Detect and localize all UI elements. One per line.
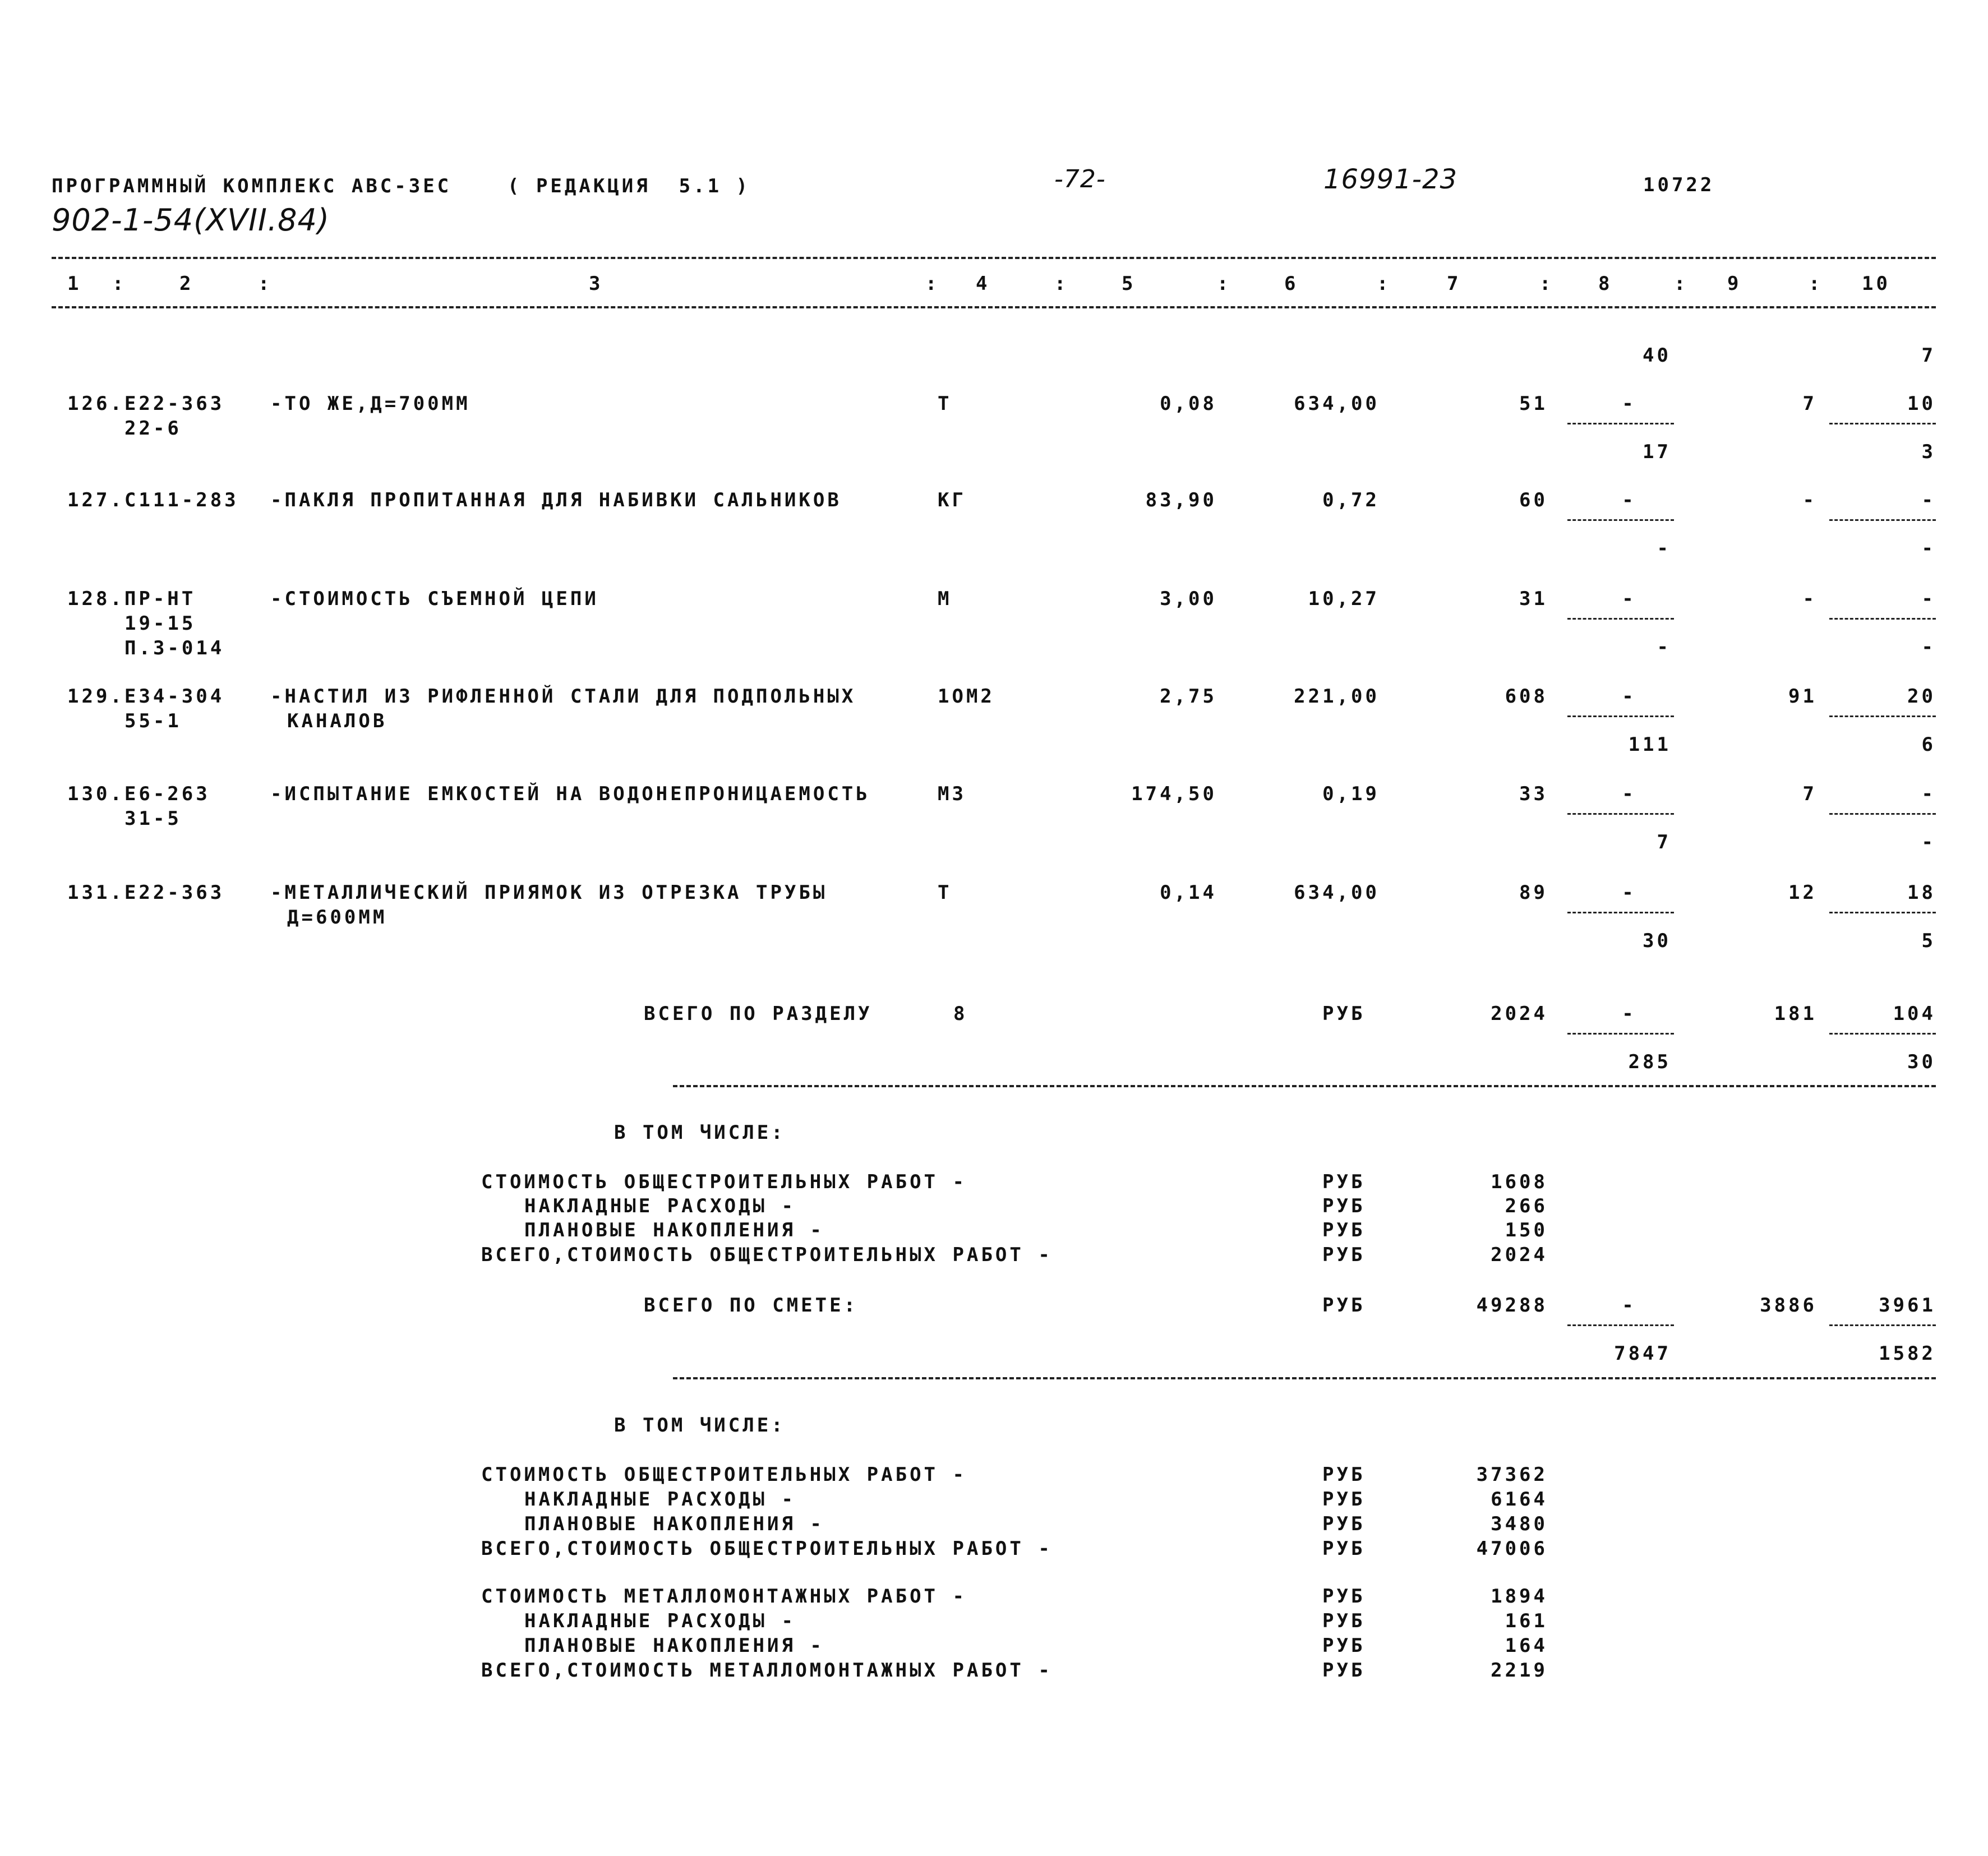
column-separator: : <box>925 273 940 295</box>
column-number: 8 <box>1598 273 1613 295</box>
item-code: П.3-014 <box>124 637 225 659</box>
item-unit: М <box>938 588 952 610</box>
breakdown-value: 2024 <box>1491 1244 1548 1266</box>
col8-divider <box>1567 618 1674 620</box>
breakdown-value: 1894 <box>1491 1585 1548 1608</box>
breakdown-label: НАКЛАДНЫЕ РАСХОДЫ - <box>524 1610 796 1632</box>
estimate-breakdown-heading: В ТОМ ЧИСЛЕ: <box>614 1414 786 1437</box>
breakdown-value: 3480 <box>1491 1513 1548 1535</box>
item-quantity: 83,90 <box>1145 489 1217 511</box>
item-quantity: 174,50 <box>1131 783 1217 805</box>
item-description: Д=600ММ <box>287 906 388 929</box>
item-code: 130.Е6-263 <box>67 783 210 805</box>
column-number: 3 <box>589 273 603 295</box>
edition-label: ( РЕДАКЦИЯ 5.1 ) <box>508 175 750 197</box>
col8-bottom-value: 111 <box>1628 733 1671 756</box>
col8-bottom-value: 30 <box>1643 930 1671 952</box>
breakdown-label: НАКЛАДНЫЕ РАСХОДЫ - <box>524 1488 796 1511</box>
item-unit: Т <box>938 881 952 904</box>
breakdown-value: 161 <box>1505 1610 1548 1632</box>
col10-top-value: - <box>1921 783 1936 805</box>
estimate-total-rule <box>673 1377 1936 1379</box>
section-total-number: 8 <box>953 1003 968 1025</box>
section-total-rule <box>673 1085 1936 1087</box>
breakdown-label: ВСЕГО,СТОИМОСТЬ ОБЩЕСТРОИТЕЛЬНЫХ РАБОТ - <box>481 1538 1053 1560</box>
column-number: 2 <box>179 273 194 295</box>
breakdown-label: СТОИМОСТЬ ОБЩЕСТРОИТЕЛЬНЫХ РАБОТ - <box>481 1463 967 1486</box>
col8-top-value: - <box>1622 1003 1636 1025</box>
section-total-label: ВСЕГО ПО РАЗДЕЛУ <box>644 1003 873 1025</box>
section-total-value: 2024 <box>1491 1003 1548 1025</box>
col9-value: 181 <box>1774 1003 1817 1025</box>
item-price: 634,00 <box>1294 881 1380 904</box>
item-code: 31-5 <box>124 807 182 830</box>
breakdown-unit: РУБ <box>1322 1244 1366 1266</box>
column-separator: : <box>1054 273 1069 295</box>
breakdown-label: НАКЛАДНЫЕ РАСХОДЫ - <box>524 1195 796 1217</box>
col10-bottom-value: 3 <box>1921 441 1936 463</box>
item-total: 89 <box>1519 881 1548 904</box>
item-description: -МЕТАЛЛИЧЕСКИЙ ПРИЯМОК ИЗ ОТРЕЗКА ТРУБЫ <box>270 881 828 904</box>
col10-divider <box>1829 813 1936 815</box>
breakdown-value: 37362 <box>1476 1463 1548 1486</box>
item-total: 51 <box>1519 393 1548 415</box>
item-description: -НАСТИЛ ИЗ РИФЛЕННОЙ СТАЛИ ДЛЯ ПОДПОЛЬНЫХ <box>270 685 856 708</box>
col9-value: 7 <box>1802 783 1817 805</box>
estimate-total-value: 49288 <box>1476 1294 1548 1317</box>
col10-divider <box>1829 519 1936 521</box>
col8-divider <box>1567 715 1674 717</box>
item-unit: 1ОМ2 <box>938 685 995 708</box>
breakdown-unit: РУБ <box>1322 1171 1366 1193</box>
col10-bottom-value: - <box>1921 831 1936 853</box>
item-description: -ПАКЛЯ ПРОПИТАННАЯ ДЛЯ НАБИВКИ САЛЬНИКОВ <box>270 489 842 511</box>
item-quantity: 3,00 <box>1160 588 1217 610</box>
col8-top-value: - <box>1622 881 1636 904</box>
breakdown-unit: РУБ <box>1322 1538 1366 1560</box>
document-number: 16991-23 <box>1323 164 1458 195</box>
column-number: 10 <box>1862 273 1890 295</box>
item-description: -ТО ЖЕ,Д=700ММ <box>270 393 471 415</box>
col10-divider <box>1829 715 1936 717</box>
col8-divider <box>1567 519 1674 521</box>
col8-bottom-value: - <box>1657 537 1671 560</box>
col8-bottom-value: 7847 <box>1614 1342 1671 1365</box>
col10-divider <box>1829 618 1936 620</box>
column-number: 5 <box>1122 273 1136 295</box>
col9-value: 91 <box>1788 685 1817 708</box>
section-total-unit: РУБ <box>1322 1003 1366 1025</box>
col9-value: 7 <box>1802 393 1817 415</box>
item-total: 31 <box>1519 588 1548 610</box>
item-code: 128.ПР-НТ <box>67 588 196 610</box>
item-code: 127.С111-283 <box>67 489 239 511</box>
item-unit: КГ <box>938 489 966 511</box>
breakdown-value: 2219 <box>1491 1659 1548 1682</box>
estimate-total-label: ВСЕГО ПО СМЕТЕ: <box>644 1294 859 1317</box>
col8-bottom-value: - <box>1657 636 1671 658</box>
col8-divider <box>1567 912 1674 913</box>
col10-bottom-value: - <box>1921 537 1936 560</box>
item-description: КАНАЛОВ <box>287 710 388 732</box>
item-total: 60 <box>1519 489 1548 511</box>
column-number: 6 <box>1284 273 1299 295</box>
item-code: 22-6 <box>124 417 182 440</box>
col10-top-value: 3961 <box>1879 1294 1936 1317</box>
carry-col10: 7 <box>1921 344 1936 367</box>
column-number: 1 <box>67 273 82 295</box>
item-code: 129.Е34-304 <box>67 685 225 708</box>
column-separator: : <box>1217 273 1231 295</box>
section-breakdown-heading: В ТОМ ЧИСЛЕ: <box>614 1121 786 1144</box>
breakdown-label: СТОИМОСТЬ МЕТАЛЛОМОНТАЖНЫХ РАБОТ - <box>481 1585 967 1608</box>
col8-divider <box>1567 1033 1674 1035</box>
col10-bottom-value: 1582 <box>1879 1342 1936 1365</box>
col9-value: 3886 <box>1760 1294 1817 1317</box>
col8-divider <box>1567 1324 1674 1326</box>
breakdown-unit: РУБ <box>1322 1513 1366 1535</box>
breakdown-unit: РУБ <box>1322 1635 1366 1657</box>
program-title: ПРОГРАММНЫЙ КОМПЛЕКС АВС-3ЕС <box>52 175 452 197</box>
col8-top-value: - <box>1622 685 1636 708</box>
col10-bottom-value: 30 <box>1907 1051 1936 1073</box>
breakdown-unit: РУБ <box>1322 1659 1366 1682</box>
col9-value: - <box>1802 489 1817 511</box>
col10-top-value: 104 <box>1893 1003 1936 1025</box>
col10-divider <box>1829 1033 1936 1035</box>
col8-bottom-value: 7 <box>1657 831 1671 853</box>
col8-top-value: - <box>1622 588 1636 610</box>
col10-top-value: - <box>1921 489 1936 511</box>
item-unit: Т <box>938 393 952 415</box>
breakdown-value: 266 <box>1505 1195 1548 1217</box>
item-quantity: 0,08 <box>1160 393 1217 415</box>
breakdown-value: 1608 <box>1491 1171 1548 1193</box>
item-description: -СТОИМОСТЬ СЪЕМНОЙ ЦЕПИ <box>270 588 599 610</box>
col8-top-value: - <box>1622 783 1636 805</box>
col8-top-value: - <box>1622 393 1636 415</box>
breakdown-label: ПЛАНОВЫЕ НАКОПЛЕНИЯ - <box>524 1635 824 1657</box>
breakdown-label: ВСЕГО,СТОИМОСТЬ МЕТАЛЛОМОНТАЖНЫХ РАБОТ - <box>481 1659 1053 1682</box>
col10-divider <box>1829 423 1936 424</box>
col10-top-value: 10 <box>1907 393 1936 415</box>
item-total: 33 <box>1519 783 1548 805</box>
column-number: 4 <box>976 273 990 295</box>
breakdown-unit: РУБ <box>1322 1195 1366 1217</box>
col10-bottom-value: 5 <box>1921 930 1936 952</box>
col9-value: - <box>1802 588 1817 610</box>
col10-divider <box>1829 912 1936 913</box>
col10-divider <box>1829 1324 1936 1326</box>
item-unit: М3 <box>938 783 966 805</box>
breakdown-label: ПЛАНОВЫЕ НАКОПЛЕНИЯ - <box>524 1219 824 1241</box>
column-separator: : <box>258 273 273 295</box>
item-code: 19-15 <box>124 612 196 635</box>
col8-bottom-value: 285 <box>1628 1051 1671 1073</box>
document-code: 10722 <box>1643 174 1715 196</box>
breakdown-unit: РУБ <box>1322 1488 1366 1511</box>
col8-divider <box>1567 813 1674 815</box>
col8-divider <box>1567 423 1674 424</box>
header-rule-bottom <box>52 306 1936 308</box>
breakdown-unit: РУБ <box>1322 1585 1366 1608</box>
col10-top-value: - <box>1921 588 1936 610</box>
item-quantity: 0,14 <box>1160 881 1217 904</box>
col10-top-value: 20 <box>1907 685 1936 708</box>
col9-value: 12 <box>1788 881 1817 904</box>
column-separator: : <box>1377 273 1391 295</box>
col10-top-value: 18 <box>1907 881 1936 904</box>
project-code: 902-1-54(XVII.84) <box>52 202 330 238</box>
breakdown-unit: РУБ <box>1322 1219 1366 1241</box>
header-rule-top <box>52 257 1936 259</box>
breakdown-label: СТОИМОСТЬ ОБЩЕСТРОИТЕЛЬНЫХ РАБОТ - <box>481 1171 967 1193</box>
page-number: -72- <box>1054 165 1106 193</box>
col8-bottom-value: 17 <box>1643 441 1671 463</box>
item-price: 0,19 <box>1322 783 1380 805</box>
column-number: 9 <box>1727 273 1742 295</box>
col8-top-value: - <box>1622 489 1636 511</box>
item-total: 608 <box>1505 685 1548 708</box>
column-separator: : <box>1809 273 1823 295</box>
column-separator: : <box>112 273 127 295</box>
column-number: 7 <box>1447 273 1461 295</box>
breakdown-label: ПЛАНОВЫЕ НАКОПЛЕНИЯ - <box>524 1513 824 1535</box>
item-description: -ИСПЫТАНИЕ ЕМКОСТЕЙ НА ВОДОНЕПРОНИЦАЕМОСТЬ <box>270 783 870 805</box>
breakdown-unit: РУБ <box>1322 1463 1366 1486</box>
column-separator: : <box>1674 273 1689 295</box>
breakdown-value: 164 <box>1505 1635 1548 1657</box>
col10-bottom-value: - <box>1921 636 1936 658</box>
breakdown-value: 47006 <box>1476 1538 1548 1560</box>
item-price: 221,00 <box>1294 685 1380 708</box>
column-separator: : <box>1539 273 1554 295</box>
carry-col8: 40 <box>1643 344 1671 367</box>
col8-top-value: - <box>1622 1294 1636 1317</box>
item-code: 126.Е22-363 <box>67 393 225 415</box>
col10-bottom-value: 6 <box>1921 733 1936 756</box>
item-price: 634,00 <box>1294 393 1380 415</box>
item-code: 131.Е22-363 <box>67 881 225 904</box>
item-quantity: 2,75 <box>1160 685 1217 708</box>
estimate-total-unit: РУБ <box>1322 1294 1366 1317</box>
breakdown-label: ВСЕГО,СТОИМОСТЬ ОБЩЕСТРОИТЕЛЬНЫХ РАБОТ - <box>481 1244 1053 1266</box>
breakdown-value: 150 <box>1505 1219 1548 1241</box>
item-price: 0,72 <box>1322 489 1380 511</box>
item-code: 55-1 <box>124 710 182 732</box>
breakdown-value: 6164 <box>1491 1488 1548 1511</box>
breakdown-unit: РУБ <box>1322 1610 1366 1632</box>
item-price: 10,27 <box>1308 588 1380 610</box>
